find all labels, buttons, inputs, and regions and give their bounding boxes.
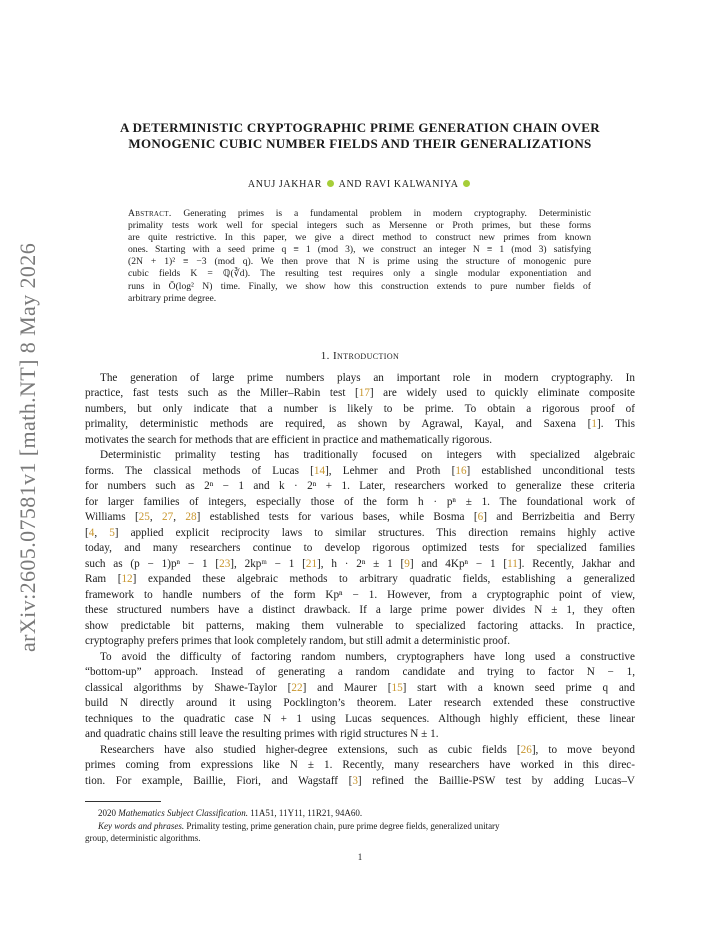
body-text-run: techniques to the quadratic case N + 1 using Lucas sequences. Although highly efficient, these linear — [85, 712, 635, 725]
body-text-run: cryptography prefers primes that look completely random, but still admit a deterministic proof. — [85, 635, 511, 648]
body-text-run: To avoid the difficulty of factoring random numbers, cryptographers have long used a constructive — [100, 650, 635, 663]
body-line — [85, 650, 635, 666]
body-text-run: ] and Berrizbeitia and Berry — [483, 511, 636, 524]
body-text-run: build N directly around it using Pocklington’s theorem. Later research extended these constructive — [85, 697, 635, 710]
body-line — [85, 386, 635, 402]
citation-link[interactable]: 11 — [507, 557, 518, 570]
citation-link[interactable]: 6 — [477, 511, 484, 524]
abstract-line: Abstract. Generating primes is a fundamental problem in modern cryptography. Deterministic — [128, 208, 591, 219]
body-line — [85, 743, 635, 759]
body-line — [85, 774, 635, 790]
body-text-run: show predictable bit patterns, making them vulnerable to specialized factoring attacks. In practice, — [85, 619, 635, 632]
body-line — [85, 448, 635, 464]
body-text-run: ], to move beyond — [531, 743, 635, 756]
orcid-icon[interactable] — [327, 180, 334, 187]
body-text-run: Williams [ — [85, 511, 139, 524]
introduction-body — [85, 371, 635, 790]
citation-link[interactable]: 15 — [391, 681, 403, 694]
body-text-run: ] start with a known seed prime q and — [402, 681, 635, 694]
body-text-run: primes coming from expressions like N ± 1. Recently, many researchers have worked in this direc- — [85, 759, 635, 772]
body-text-run: ]. This — [597, 418, 635, 431]
body-text-run: Deterministic primality testing has traditionally focused on integers with specialized algebraic — [100, 449, 635, 462]
citation-link[interactable]: 14 — [313, 464, 326, 477]
body-text-run: ], Lehmer and Proth [ — [325, 464, 456, 477]
body-line — [85, 510, 635, 526]
body-text-run: ] and 4Kpⁿ − 1 [ — [409, 557, 508, 570]
body-line — [85, 619, 635, 635]
body-text-run: for larger families of integers, especially those of the form h · pⁿ ± 1. The foundational work of — [85, 495, 635, 508]
body-text-run: Researchers have also studied higher-degree extensions, such as cubic fields [ — [100, 743, 521, 756]
body-line — [85, 603, 635, 619]
body-line — [85, 727, 635, 743]
abstract-line: arbitrary prime degree. — [128, 292, 217, 304]
author-connector: AND — [338, 179, 363, 190]
body-text-run: these structured numbers have a distinct drawback. If a large prime power divides N ± 1, they often — [85, 604, 635, 617]
title-line-2: MONOGENIC CUBIC NUMBER FIELDS AND THEIR GENERALIZATIONS — [128, 136, 592, 151]
citation-link[interactable]: 4 — [88, 526, 95, 539]
body-text-run: primality, deterministic methods are required, as shown by Agrawal, Kayal, and Saxena [ — [85, 418, 592, 431]
keywords-footnote: Key words and phrases. Primality testing, prime generation chain, pure prime degree fields, generalized unitary — [98, 820, 500, 831]
body-text-run: ] refined the Baillie-PSW test by adding Lucas–V — [357, 774, 636, 787]
citation-link[interactable]: 17 — [358, 387, 370, 400]
body-line — [85, 479, 635, 495]
body-text-run: tion. For example, Baillie, Fiori, and Wagstaff [ — [85, 774, 353, 787]
citation-link[interactable]: 16 — [455, 464, 467, 477]
citation-link[interactable]: 25 — [138, 511, 150, 524]
page-number: 1 — [357, 852, 363, 862]
author-name-1: ANUJ JAKHAR — [247, 179, 322, 190]
body-text-run: for numbers such as 2ⁿ − 1 and k · 2ⁿ + 1. Later, researchers worked to generalize these criteria — [85, 480, 635, 493]
body-text-run: practice, fast tests such as the Miller–Rabin test [ — [85, 387, 359, 400]
body-text-run: Ram [ — [85, 573, 122, 586]
abstract-line: ones. Starting with a seed prime q ≡ 1 (mod 3), we construct an integer N ≡ 1 (mod 3) satisfying — [128, 244, 591, 256]
body-text-run: ] and Maurer [ — [302, 681, 392, 694]
citation-link[interactable]: 26 — [520, 743, 532, 756]
citation-link[interactable]: 21 — [305, 557, 318, 570]
abstract-line: runs in Õ(log² N) time. Finally, we show how this construction extends to pure number fields of — [128, 280, 591, 292]
body-text-run: such as (p − 1)pⁿ − 1 [ — [85, 557, 220, 570]
author-name-2: RAVI KALWANIYA — [365, 179, 458, 190]
body-text-run: , — [173, 511, 186, 524]
body-text-run: and quadratic chains still leave the resulting primes with rigid structures N ± 1. — [85, 728, 439, 741]
arxiv-identifier: arXiv:2605.07581v1 [math.NT] 8 May 2026 — [15, 242, 40, 652]
body-line — [85, 371, 635, 387]
body-text-run: classical algorithms by Shawe-Taylor [ — [85, 681, 292, 694]
body-line — [85, 634, 635, 650]
abstract — [128, 208, 591, 305]
section-number: 1. — [320, 349, 330, 362]
body-text-run: ] established tests for various bases, while Bosma [ — [196, 511, 478, 524]
section-heading — [85, 350, 635, 362]
abstract-line: (2N + 1)² ≡ −3 (mod q). We then prove that N is prime using the structure of monogenic pure — [128, 256, 591, 268]
footnotes — [85, 807, 635, 845]
body-line — [85, 758, 635, 774]
body-line — [85, 417, 635, 433]
body-line — [85, 572, 635, 588]
abstract-line: cubic fields K = ℚ(∛d). The resulting test requires only a single modular exponentiation and — [128, 268, 591, 280]
msc-footnote: 2020 Mathematics Subject Classification. 11A51, 11Y11, 11R21, 94A60. — [98, 808, 363, 819]
citation-link[interactable]: 23 — [219, 557, 231, 570]
body-line — [85, 557, 635, 573]
body-text-run: ], 2kpᵐ − 1 [ — [230, 557, 306, 570]
citation-link[interactable]: 1 — [591, 418, 598, 431]
body-line — [85, 402, 635, 418]
body-line — [85, 665, 635, 681]
body-line — [85, 526, 635, 542]
citation-link[interactable]: 12 — [121, 573, 133, 586]
body-text-run: ]. Recently, Jakhar and — [517, 557, 635, 570]
body-line — [85, 495, 635, 511]
abstract-line: are quite restrictive. In this paper, we give a direct method to construct new primes from known — [128, 232, 591, 244]
body-text-run: “bottom-up” approach. Instead of generating a random candidate and trying to factor N − 1, — [85, 666, 635, 679]
body-line — [85, 712, 635, 728]
footnote-rule — [85, 801, 161, 802]
body-text-run: ], h · 2ⁿ ± 1 [ — [317, 557, 405, 570]
body-line — [85, 433, 635, 449]
title-line-1: A DETERMINISTIC CRYPTOGRAPHIC PRIME GENERATION CHAIN OVER — [120, 120, 600, 135]
body-line — [85, 464, 635, 480]
body-text-run: , — [94, 526, 110, 539]
body-line — [85, 588, 635, 604]
body-text-run: [ — [85, 526, 89, 539]
body-line — [85, 681, 635, 697]
body-text-run: motivates the search for methods that are efficient in practice and mathematically rigorous. — [85, 433, 493, 446]
abstract-label: Abstract. — [128, 208, 172, 219]
citation-link[interactable]: 3 — [352, 774, 358, 787]
citation-link[interactable]: 27 — [162, 511, 174, 524]
body-text-run: ] applied explicit reciprocity laws to similar structures. This direction remains highly active — [114, 526, 635, 539]
body-text-run: , — [149, 511, 163, 524]
body-line — [85, 541, 635, 557]
citation-link[interactable]: 22 — [291, 681, 303, 694]
body-text-run: framework to handle numbers of the form Kpⁿ − 1. However, from a cryptographic point of view, — [85, 588, 635, 601]
body-text-run: forms. The classical methods of Lucas [ — [85, 464, 314, 477]
body-text-run: numbers, but only indicate that a number is likely to be prime. To obtain a rigorous proof of — [85, 402, 635, 415]
citation-link[interactable]: 9 — [404, 557, 410, 570]
abstract-line: primality tests work well for special integers such as Mersenne or Proth primes, but these forms — [128, 220, 591, 232]
body-text-run: The generation of large prime numbers plays an important role in modern cryptography. In — [100, 371, 635, 384]
paper-page — [85, 120, 635, 845]
section-title: Introduction — [332, 349, 400, 362]
keywords-footnote-continued: group, deterministic algorithms. — [85, 833, 201, 844]
body-text-run: ] established unconditional tests — [466, 464, 635, 477]
author-line — [85, 179, 635, 190]
body-text-run: ] expanded these algebraic methods to arbitrary quadratic fields, establishing a generalized — [132, 573, 636, 586]
orcid-icon[interactable] — [463, 180, 470, 187]
citation-link[interactable]: 5 — [109, 526, 115, 539]
body-text-run: ] are widely used to quickly eliminate composite — [369, 387, 635, 400]
body-text-run: today, and many researchers continue to develop rigorous optimized tests for specialized families — [85, 542, 635, 555]
citation-link[interactable]: 28 — [185, 511, 197, 524]
paper-title — [85, 120, 635, 152]
body-line — [85, 696, 635, 712]
